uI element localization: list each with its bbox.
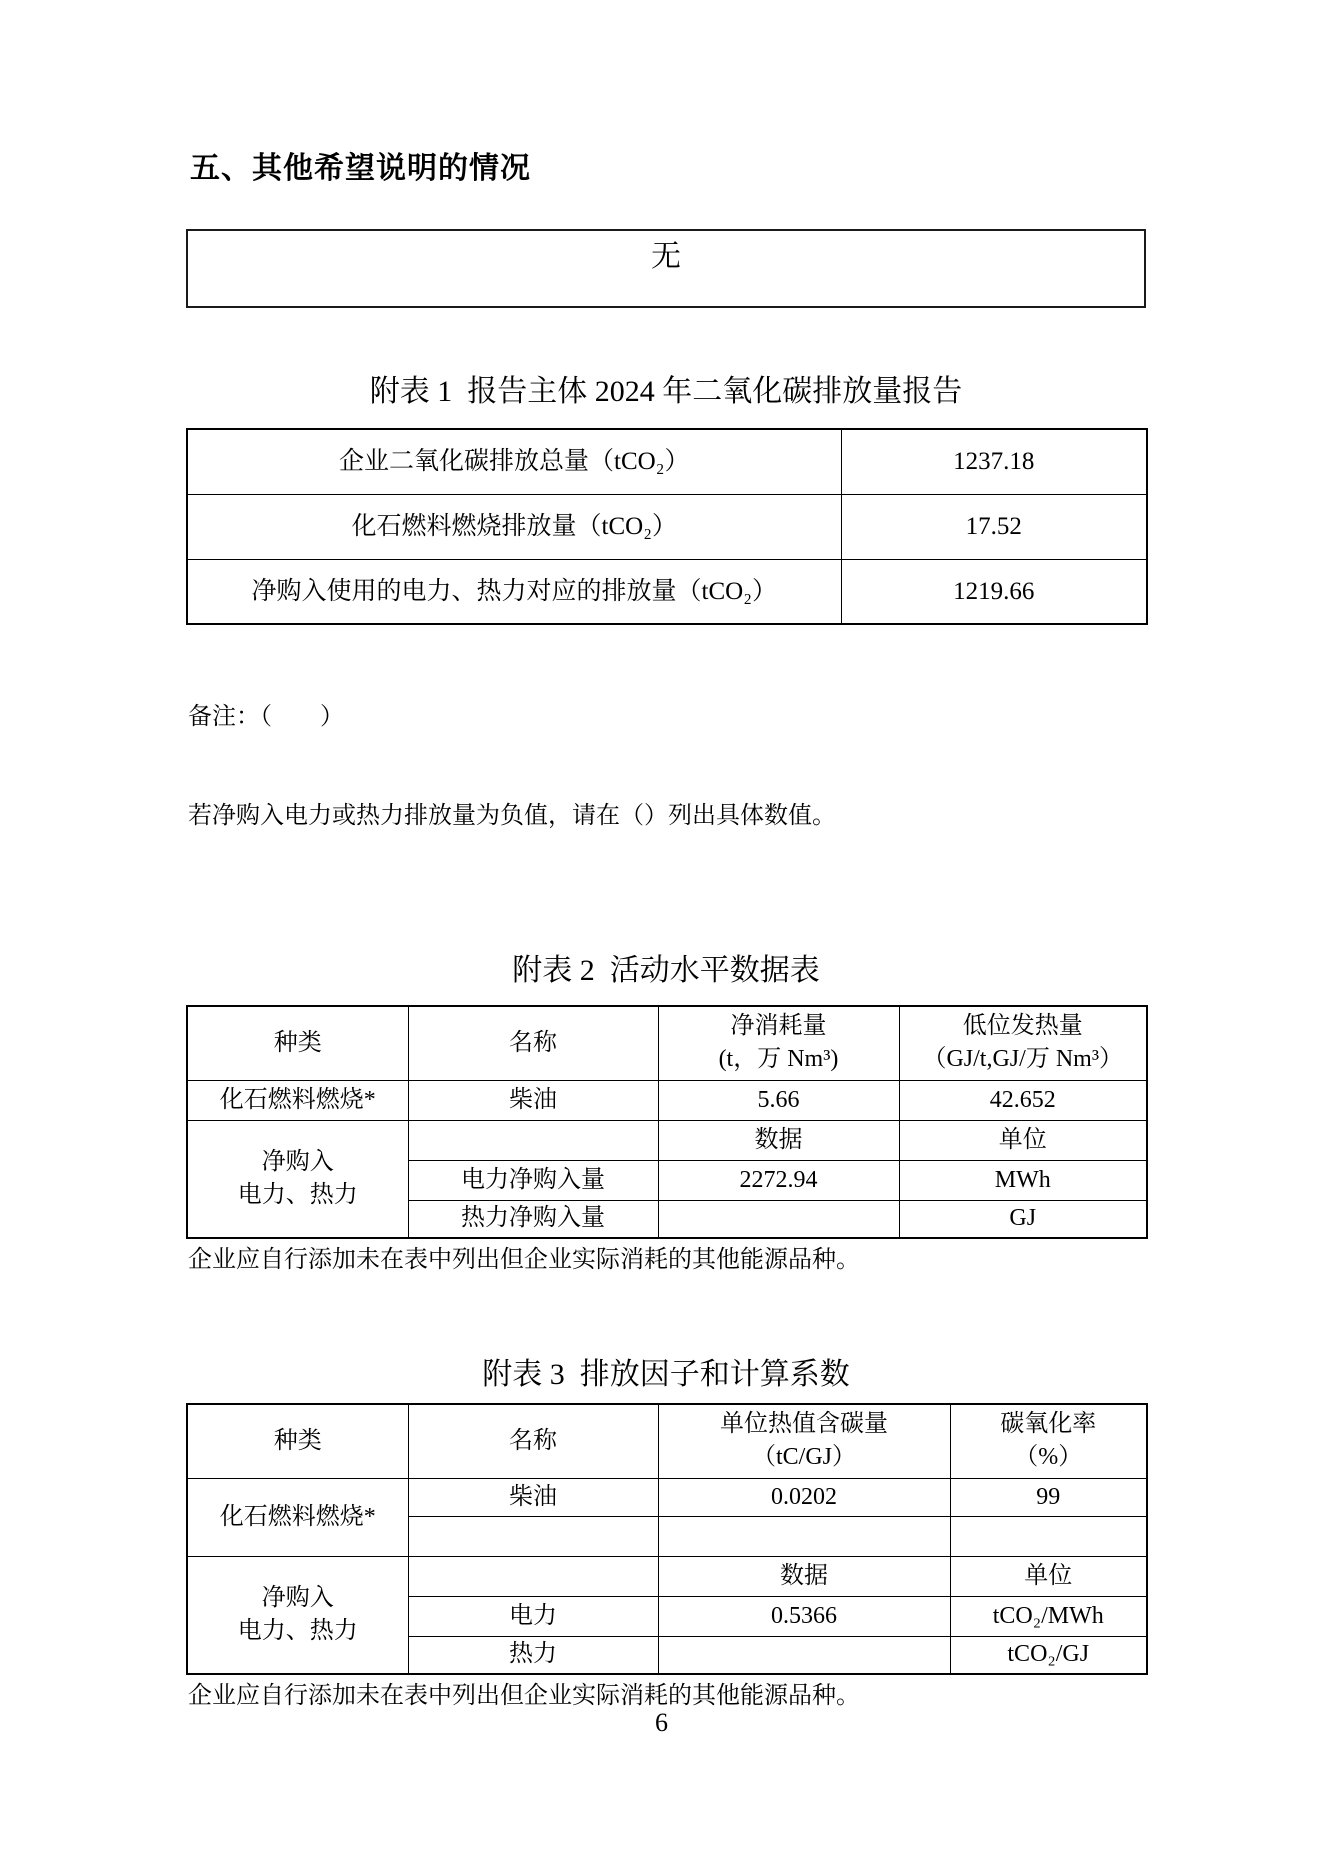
cell-data — [658, 1636, 950, 1674]
col-header-carbon-content: 单位热值含碳量 （tC/GJ） — [658, 1404, 950, 1478]
row-label: 化石燃料燃烧排放量（tCO₂） — [187, 494, 841, 559]
appendix-table-3-title: 附表 3 排放因子和计算系数 — [482, 1358, 850, 1391]
table-row — [187, 1478, 1147, 1516]
cell-carbon: 0.0202 — [658, 1478, 950, 1516]
table-row — [187, 429, 1147, 494]
row-value: 1237.18 — [841, 429, 1147, 494]
emission-factor-table — [186, 1403, 1148, 1675]
table-row — [187, 559, 1147, 624]
cell-kind-fossil: 化石燃料燃烧* — [187, 1478, 408, 1556]
col-header-heating-value: 低位发热量 （GJ/t,GJ/万 Nm³） — [899, 1006, 1147, 1080]
cell-name: 热力净购入量 — [408, 1200, 658, 1238]
cell-kind: 化石燃料燃烧* — [187, 1080, 408, 1120]
cell-subheader-unit: 单位 — [899, 1120, 1147, 1160]
cell-subheader-data: 数据 — [658, 1120, 899, 1160]
table-row — [187, 1120, 1147, 1160]
col-header-name: 名称 — [408, 1006, 658, 1080]
appendix-table-1-title: 附表 1 报告主体 2024 年二氧化碳排放量报告 — [369, 375, 963, 408]
appendix-table-2-title: 附表 2 活动水平数据表 — [512, 954, 820, 987]
row-value: 17.52 — [841, 494, 1147, 559]
cell-name: 柴油 — [408, 1478, 658, 1516]
col-header-kind: 种类 — [187, 1006, 408, 1080]
table1-note — [188, 635, 1146, 899]
cell-consumption: 5.66 — [658, 1080, 899, 1120]
page-number: 6 — [655, 1708, 668, 1737]
cell-data: 0.5366 — [658, 1596, 950, 1636]
cell-unit: MWh — [899, 1160, 1147, 1200]
cell-oxidation: 99 — [950, 1478, 1147, 1516]
cell-data: 2272.94 — [658, 1160, 899, 1200]
none-box-text: 无 — [651, 240, 681, 273]
row-value: 1219.66 — [841, 559, 1147, 624]
cell-unit: tCO₂/MWh — [950, 1596, 1147, 1636]
cell-unit: tCO₂/GJ — [950, 1636, 1147, 1674]
cell-name — [408, 1120, 658, 1160]
row-label: 企业二氧化碳排放总量（tCO₂） — [187, 429, 841, 494]
emission-summary-table — [186, 428, 1148, 625]
header-row — [187, 1404, 1147, 1478]
none-box — [186, 229, 1146, 308]
cell-carbon — [658, 1516, 950, 1556]
note-line: 若净购入电力或热力排放量为负值，请在（）列出具体数值。 — [188, 803, 836, 829]
table-row — [187, 1556, 1147, 1596]
activity-data-table — [186, 1005, 1148, 1239]
cell-subheader-unit: 单位 — [950, 1556, 1147, 1596]
cell-name: 热力 — [408, 1636, 658, 1674]
cell-kind-net-purchase: 净购入 电力、热力 — [187, 1120, 408, 1238]
page-content — [186, 150, 1146, 1713]
cell-kind-net-purchase: 净购入 电力、热力 — [187, 1556, 408, 1674]
header-row — [187, 1006, 1147, 1080]
col-header-kind: 种类 — [187, 1404, 408, 1478]
col-header-consumption: 净消耗量 (t，万 Nm³) — [658, 1006, 899, 1080]
col-header-name: 名称 — [408, 1404, 658, 1478]
note-line: 备注：（ ） — [188, 704, 344, 730]
cell-name: 柴油 — [408, 1080, 658, 1120]
cell-heating-value: 42.652 — [899, 1080, 1147, 1120]
table2-footnote: 企业应自行添加未在表中列出但企业实际消耗的其他能源品种。 — [188, 1247, 860, 1273]
cell-oxidation — [950, 1516, 1147, 1556]
cell-name — [408, 1516, 658, 1556]
section-heading: 五、其他希望说明的情况 — [190, 152, 531, 185]
table3-footnote: 企业应自行添加未在表中列出但企业实际消耗的其他能源品种。 — [188, 1683, 860, 1709]
col-header-oxidation-rate: 碳氧化率 （%） — [950, 1404, 1147, 1478]
cell-name — [408, 1556, 658, 1596]
cell-name: 电力净购入量 — [408, 1160, 658, 1200]
table-row — [187, 494, 1147, 559]
row-label: 净购入使用的电力、热力对应的排放量（tCO₂） — [187, 559, 841, 624]
table-row — [187, 1080, 1147, 1120]
cell-name: 电力 — [408, 1596, 658, 1636]
cell-unit: GJ — [899, 1200, 1147, 1238]
cell-data — [658, 1200, 899, 1238]
cell-subheader-data: 数据 — [658, 1556, 950, 1596]
